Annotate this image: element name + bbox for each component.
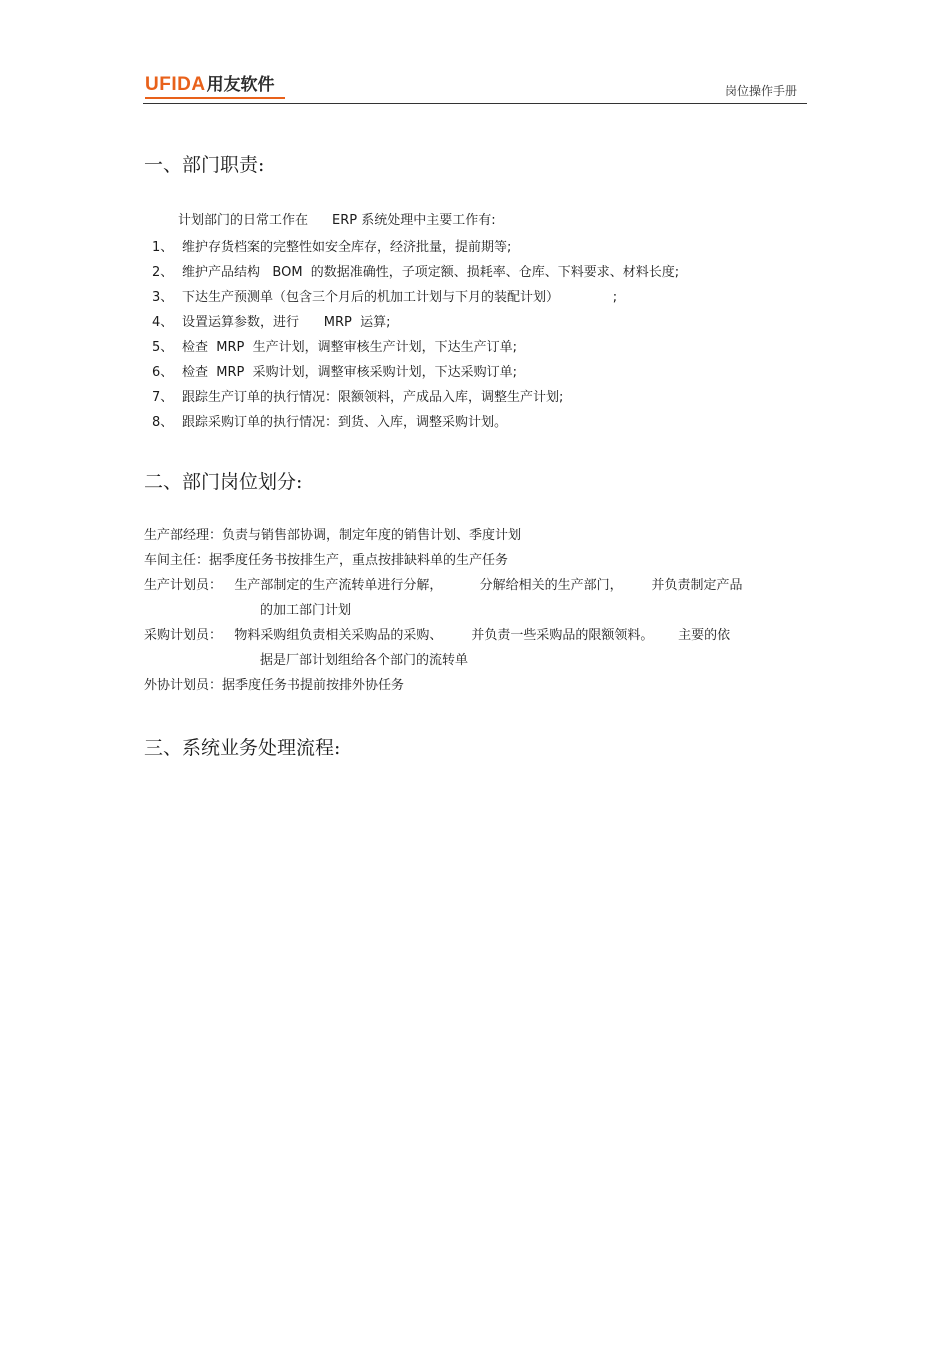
ufida-logo xyxy=(145,74,275,96)
list-item-number: 1、 xyxy=(152,240,174,255)
list-item-text: 下达生产预测单（包含三个月后的机加工计划与下月的装配计划） ; xyxy=(182,290,618,305)
list-item-number: 6、 xyxy=(152,365,174,380)
list-item-text: 检查 MRP 采购计划，调整审核采购计划，下达采购订单; xyxy=(182,365,517,380)
list-item-number: 3、 xyxy=(152,290,174,305)
list-item xyxy=(152,360,679,385)
logo-cjk-text: 用友软件 xyxy=(206,75,275,95)
header-title: 岗位操作手册 xyxy=(724,84,797,98)
list-item xyxy=(152,285,679,310)
section1-heading: 一、部门职责: xyxy=(144,154,265,176)
section3-heading: 三、系统业务处理流程: xyxy=(144,737,341,759)
role-text: 采购计划员： 物料采购组负责相关采购品的采购、 并负责一些采购品的限额领料。 主要的依 xyxy=(144,628,731,643)
role-text-continued: 据是厂部计划组给各个部门的流转单 xyxy=(260,653,469,668)
list-item xyxy=(152,310,679,335)
list-item-number: 2、 xyxy=(152,265,174,280)
list-item-text: 维护产品结构 BOM 的数据准确性，子项定额、损耗率、仓库、下料要求、材料长度; xyxy=(182,265,680,280)
role-text: 车间主任：据季度任务书按排生产，重点按排缺料单的生产任务 xyxy=(144,553,509,568)
role-item xyxy=(144,548,804,573)
header-rule xyxy=(143,103,807,104)
list-item-text: 跟踪生产订单的执行情况：限额领料，产成品入库，调整生产计划; xyxy=(182,390,564,405)
list-item-number: 4、 xyxy=(152,315,174,330)
list-item-number: 5、 xyxy=(152,340,174,355)
list-item xyxy=(152,260,679,285)
list-item-text: 设置运算参数，进行 MRP 运算; xyxy=(182,315,391,330)
list-item-text: 维护存货档案的完整性如安全库存，经济批量，提前期等; xyxy=(182,240,512,255)
section1-intro xyxy=(178,208,496,233)
duties-list xyxy=(152,235,679,435)
list-item xyxy=(152,385,679,410)
list-item-text: 检查 MRP 生产计划，调整审核生产计划，下达生产订单; xyxy=(182,340,517,355)
section2-heading: 二、部门岗位划分: xyxy=(144,471,303,493)
roles-list xyxy=(144,523,804,698)
role-text: 生产计划员： 生产部制定的生产流转单进行分解， 分解给相关的生产部门， 并负责制定产品 xyxy=(144,578,743,593)
role-text: 生产部经理：负责与销售部协调，制定年度的销售计划、季度计划 xyxy=(144,528,522,543)
intro-part-b: ERP 系统处理中主要工作有: xyxy=(332,213,496,228)
role-item xyxy=(144,623,804,673)
logo-latin-text: UFIDA xyxy=(145,74,206,95)
role-text: 外协计划员：据季度任务书提前按排外协任务 xyxy=(144,678,405,693)
role-item xyxy=(144,573,804,623)
list-item-text: 跟踪采购订单的执行情况：到货、入库，调整采购计划。 xyxy=(182,415,508,430)
list-item-number: 7、 xyxy=(152,390,174,405)
list-item xyxy=(152,410,679,435)
role-item xyxy=(144,673,804,698)
list-item xyxy=(152,335,679,360)
list-item xyxy=(152,235,679,260)
intro-part-a: 计划部门的日常工作在 xyxy=(178,213,309,228)
role-item xyxy=(144,523,804,548)
list-item-number: 8、 xyxy=(152,415,174,430)
logo-underline xyxy=(145,97,285,99)
role-text-continued: 的加工部门计划 xyxy=(260,603,352,618)
